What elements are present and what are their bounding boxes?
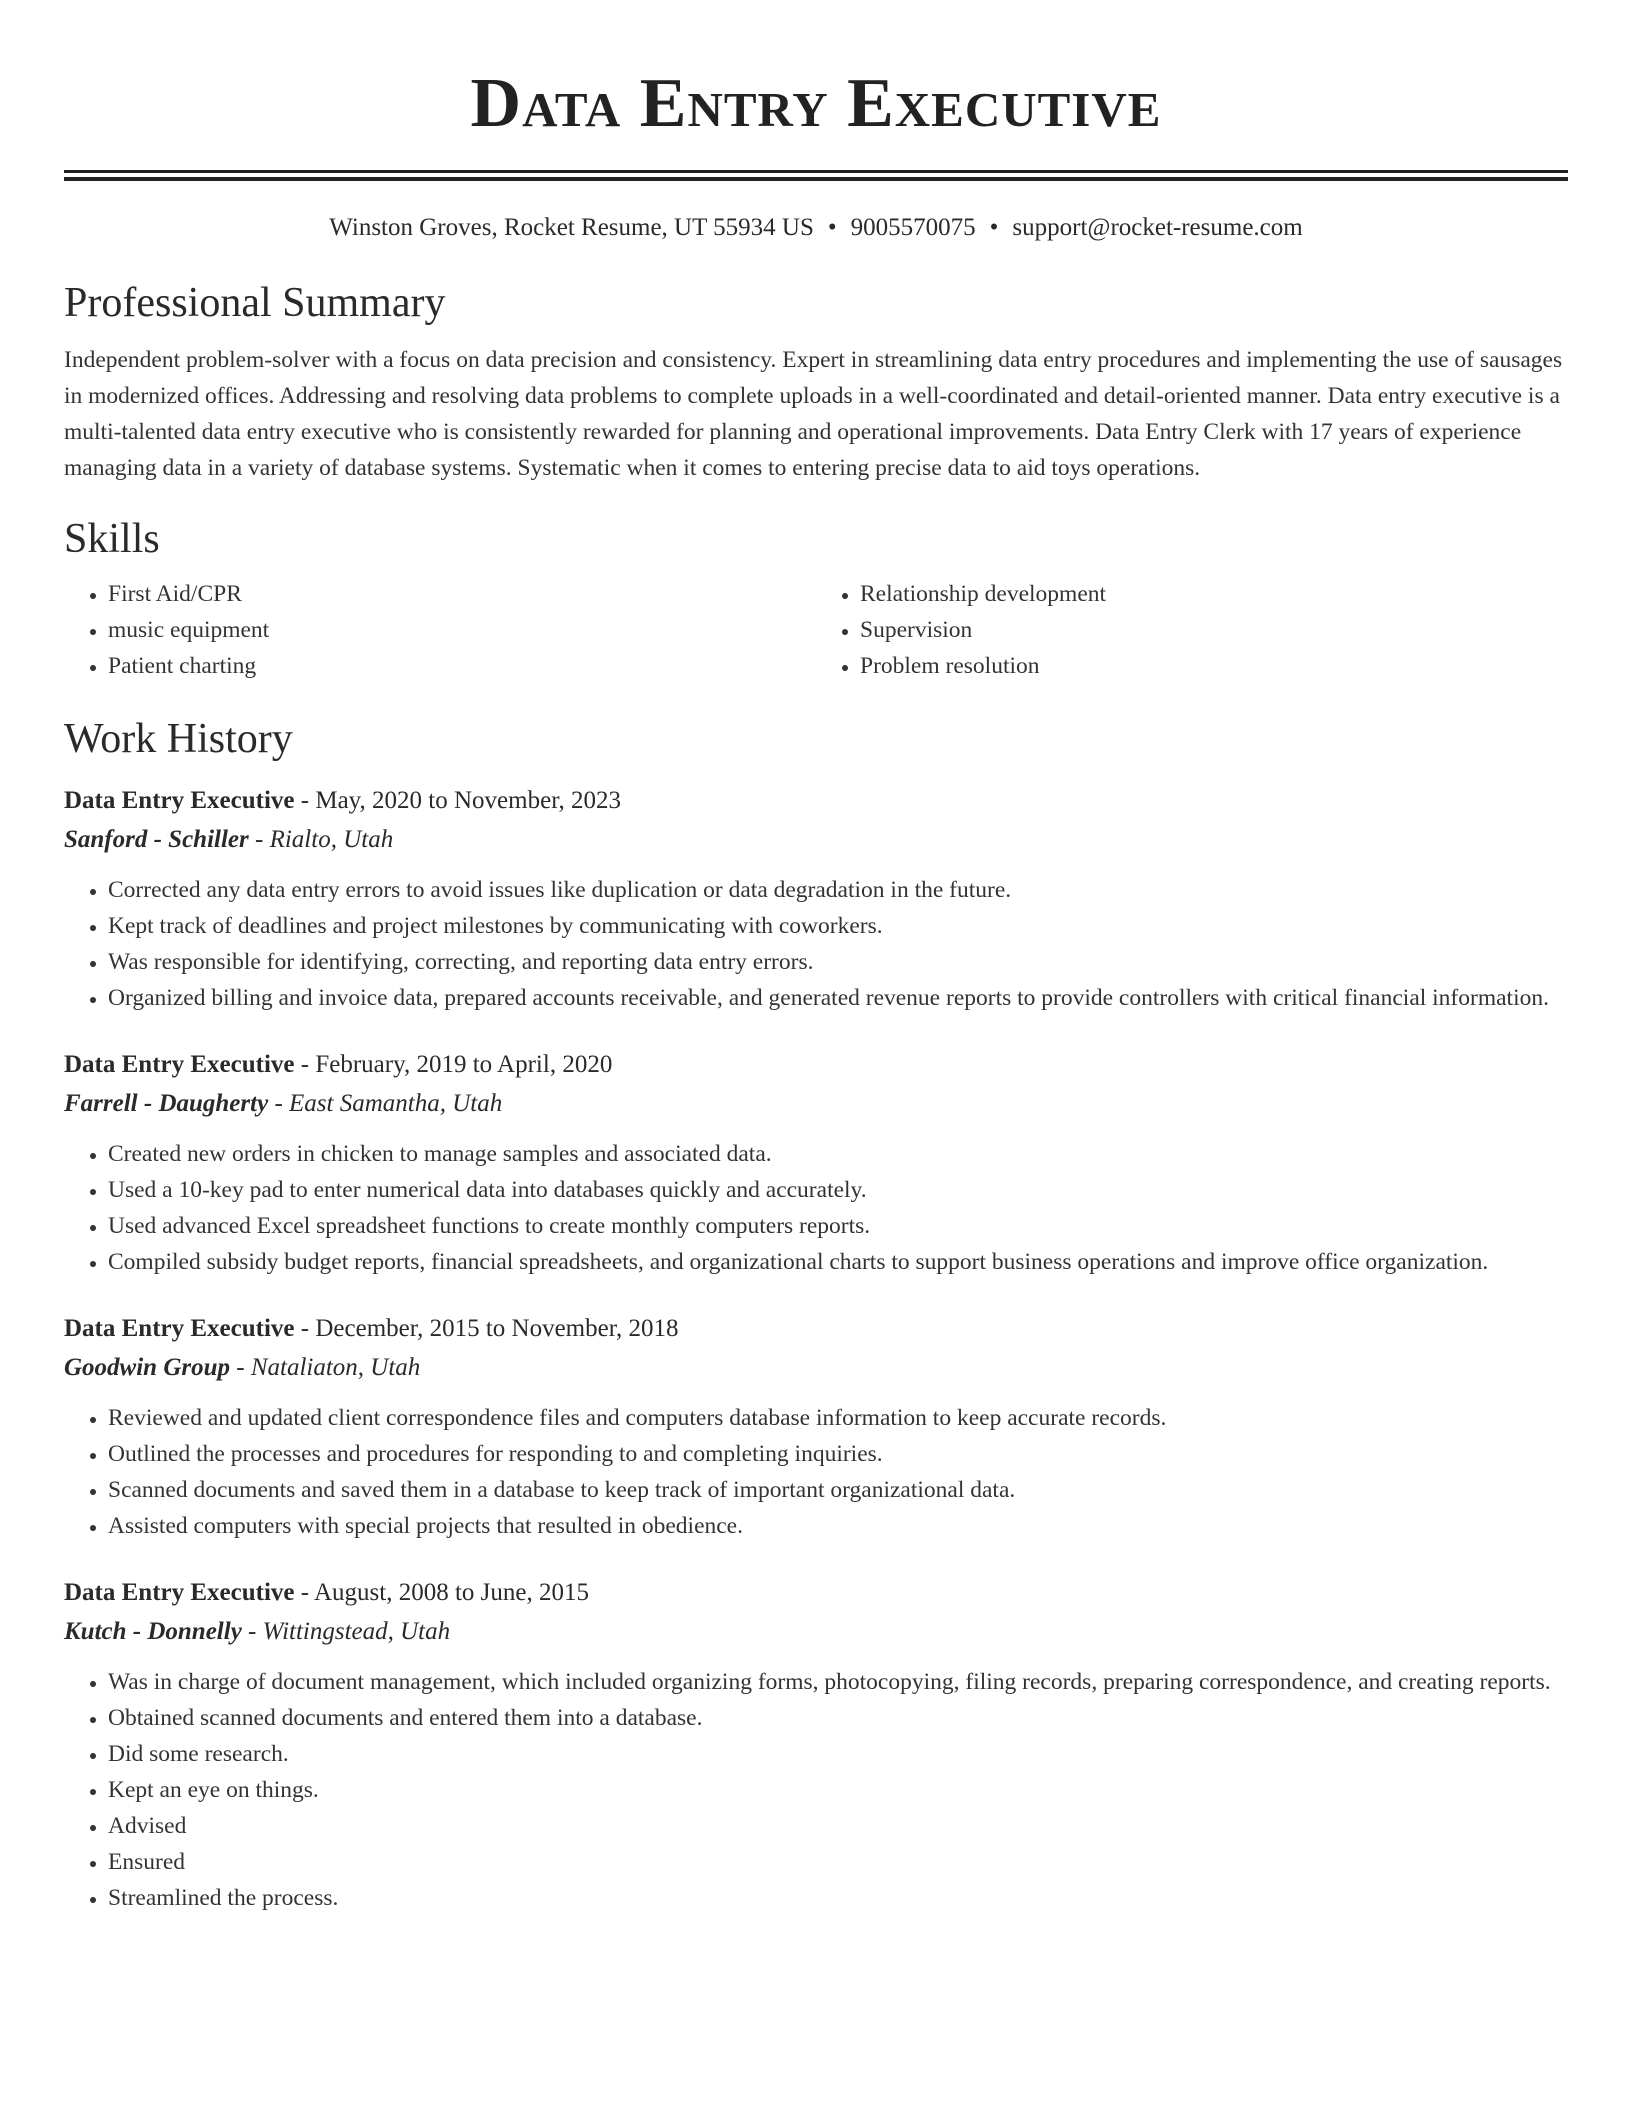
contact-address: Winston Groves, Rocket Resume, UT 55934 US — [329, 214, 814, 241]
job-entry — [64, 1574, 1568, 1916]
job-bullet: • Used a 10-key pad to enter numerical data into databases quickly and accurately. — [108, 1172, 1568, 1208]
summary-text: Independent problem-solver with a focus on data precision and consistency. Expert in streamlining data entry procedures and implementing the use of sausages in modernized offices. Addressing and resolving data problems to complete uploads in a well-coordinated and detail-oriented manner. Data entry executive is a multi-talented data entry executive who is consistently rewarded for planning and operational improvements. Data Entry Clerk with 17 years of experience managing data in a variety of database systems. Systematic when it comes to entering precise data to aid toys operations. — [64, 347, 1563, 481]
skill-item: • First Aid/CPR — [108, 576, 816, 612]
job-role: Data Entry Executive — [64, 1579, 295, 1606]
job-dates: December, 2015 to November, 2018 — [315, 1315, 679, 1342]
job-location: East Samantha, Utah — [289, 1090, 503, 1117]
job-bullet: • Used advanced Excel spreadsheet functions to create monthly computers reports. — [108, 1208, 1568, 1244]
job-title-line: Data Entry Executive - August, 2008 to June, 2015 — [64, 1579, 589, 1606]
skill-item: • Patient charting — [108, 648, 816, 684]
contact-separator: • — [827, 214, 837, 241]
company-line: Farrell - Daugherty - East Samantha, Utah — [64, 1090, 503, 1117]
job-company: Kutch - Donnelly — [64, 1618, 242, 1645]
skill-item: • Problem resolution — [860, 648, 1568, 684]
job-dates: May, 2020 to November, 2023 — [315, 787, 622, 814]
job-bullet: • Was in charge of document management, which included organizing forms, photocopying, filing records, preparing correspondence, and creating reports. — [108, 1664, 1568, 1700]
work-history-heading: Work History — [64, 716, 293, 762]
summary-heading: Professional Summary — [64, 280, 446, 326]
job-role: Data Entry Executive — [64, 787, 295, 814]
job-bullet: • Created new orders in chicken to manage samples and associated data. — [108, 1136, 1568, 1172]
job-location: Rialto, Utah — [269, 826, 394, 853]
skill-item: • Relationship development — [860, 576, 1568, 612]
job-bullet: • Reviewed and updated client correspondence files and computers database information to keep accurate records. — [108, 1400, 1568, 1436]
job-role: Data Entry Executive — [64, 1315, 295, 1342]
job-location: Wittingstead, Utah — [262, 1618, 451, 1645]
company-line: Sanford - Schiller - Rialto, Utah — [64, 826, 394, 853]
job-bullet: • Compiled subsidy budget reports, financial spreadsheets, and organizational charts to support business operations and improve office organization. — [108, 1244, 1568, 1280]
job-bullet: • Was responsible for identifying, correcting, and reporting data entry errors. — [108, 944, 1568, 980]
skill-item: • Supervision — [860, 612, 1568, 648]
company-line: Kutch - Donnelly - Wittingstead, Utah — [64, 1618, 451, 1645]
job-bullet: • Outlined the processes and procedures for responding to and completing inquiries. — [108, 1436, 1568, 1472]
job-company: Sanford - Schiller — [64, 826, 249, 853]
job-dates: February, 2019 to April, 2020 — [315, 1051, 613, 1078]
job-bullet: • Organized billing and invoice data, prepared accounts receivable, and generated revenue reports to provide controllers with critical financial information. — [108, 980, 1568, 1016]
job-company: Farrell - Daugherty — [64, 1090, 269, 1117]
job-dates: August, 2008 to June, 2015 — [313, 1579, 589, 1606]
job-bullet: • Scanned documents and saved them in a database to keep track of important organizational data. — [108, 1472, 1568, 1508]
job-title-line: Data Entry Executive - May, 2020 to November, 2023 — [64, 787, 622, 814]
job-role: Data Entry Executive — [64, 1051, 295, 1078]
job-bullets — [64, 1400, 1568, 1544]
skills-column-right — [816, 576, 1568, 684]
skills-column-left — [64, 576, 816, 684]
skill-item: • music equipment — [108, 612, 816, 648]
job-bullet: • Kept an eye on things. — [108, 1772, 1568, 1808]
job-entry — [64, 1310, 1568, 1544]
job-bullet: • Assisted computers with special projects that resulted in obedience. — [108, 1508, 1568, 1544]
job-title-line: Data Entry Executive - February, 2019 to April, 2020 — [64, 1051, 613, 1078]
skills-heading: Skills — [64, 516, 160, 562]
job-bullet: • Did some research. — [108, 1736, 1568, 1772]
job-entry — [64, 782, 1568, 1016]
job-bullets — [64, 1664, 1568, 1916]
contact-line — [64, 211, 1568, 245]
job-bullets — [64, 1136, 1568, 1280]
contact-email: support@rocket-resume.com — [1012, 214, 1303, 241]
title-double-rule — [64, 170, 1568, 181]
contact-phone: 9005570075 — [850, 214, 976, 241]
job-bullet: • Corrected any data entry errors to avoid issues like duplication or data degradation in the future. — [108, 872, 1568, 908]
job-bullet: • Obtained scanned documents and entered them into a database. — [108, 1700, 1568, 1736]
job-company: Goodwin Group — [64, 1354, 231, 1381]
job-location: Nataliaton, Utah — [250, 1354, 421, 1381]
skills-list — [64, 576, 1568, 684]
contact-separator: • — [989, 214, 999, 241]
job-title-line: Data Entry Executive - December, 2015 to November, 2018 — [64, 1315, 679, 1342]
job-bullet: • Advised — [108, 1808, 1568, 1844]
job-bullet: • Ensured — [108, 1844, 1568, 1880]
job-entry — [64, 1046, 1568, 1280]
company-line: Goodwin Group - Nataliaton, Utah — [64, 1354, 421, 1381]
job-bullets — [64, 872, 1568, 1016]
resume-title: Data Entry Executive — [470, 65, 1162, 142]
job-bullet: • Streamlined the process. — [108, 1880, 1568, 1916]
job-bullet: • Kept track of deadlines and project milestones by communicating with coworkers. — [108, 908, 1568, 944]
